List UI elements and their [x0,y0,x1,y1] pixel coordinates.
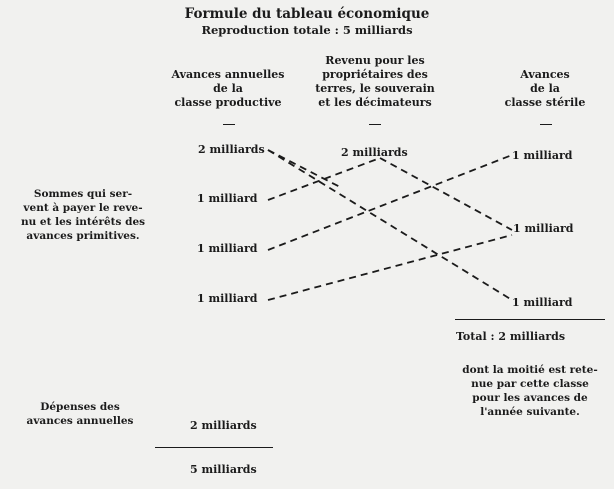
sterile-note: dont la moitié est rete- nue par cette classe pour les avances de l'année suivante. [462,364,598,418]
flow-line [268,235,512,300]
grand-total-rule [155,447,273,448]
side-label-depenses: Dépenses des avances annuelles [26,401,134,427]
side-label-sommes: Sommes qui ser- vent à payer le reve- nu et les intérêts des avances primitives. [20,188,146,242]
sterile-total: Total : 2 milliards [456,330,566,343]
depenses-value: 2 milliards [190,419,257,432]
diagram-title: Formule du tableau économique [184,6,430,22]
column-header-sterile: Avances de la classe stérile [504,68,586,109]
sterile-value: 1 milliard [512,149,573,162]
productive-value: 1 milliard [197,242,258,255]
flow-line [268,150,512,300]
flow-line [380,158,512,230]
diagram-subtitle: Reproduction totale : 5 milliards [201,23,413,37]
productive-value: 2 milliards [198,143,265,156]
column-header-productive: Avances annuelles de la classe productive [171,68,285,109]
sterile-total-rule [455,319,605,320]
proprietaires-value: 2 milliards [341,146,408,159]
sterile-value: 1 milliard [512,296,573,309]
productive-value: 1 milliard [197,292,258,305]
productive-value: 1 milliard [197,192,258,205]
sterile-value: 1 milliard [513,222,574,235]
flow-line [268,150,342,188]
column-header-proprietaires: Revenu pour les propriétaires des terres, le souverain et les décimateurs [315,54,435,109]
grand-total: 5 milliards [190,463,257,476]
